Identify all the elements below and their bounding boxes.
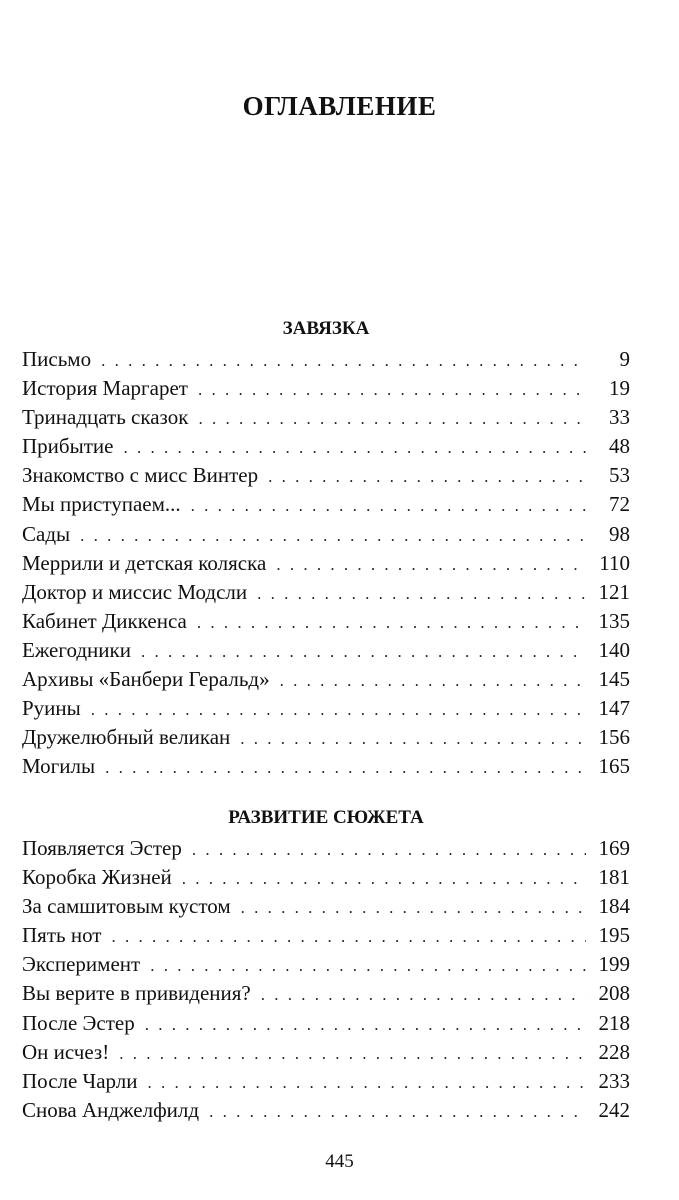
toc-entry-page: 199 [598,952,630,977]
leader-dots [80,521,586,550]
leader-dots [280,666,586,695]
toc-entry [22,345,630,374]
leader-dots [261,980,586,1009]
leader-dots [257,579,586,608]
toc-entry [22,694,630,723]
toc-entry-title: После Чарли [22,1068,138,1093]
toc-entry [22,1096,630,1125]
toc-entry [22,921,630,950]
leader-dots [119,1039,586,1068]
toc-entry-title: Могилы [22,754,96,779]
toc-entry-page: 169 [598,836,630,860]
toc-entry [22,374,630,403]
toc-entry [22,950,630,979]
toc-entry-page: 19 [609,376,630,401]
toc-entry-page: 156 [598,725,630,750]
toc-entry-title: Архивы «Банбери Геральд» [22,667,270,692]
toc-entry-title: Знакомство с мисс Винтер [22,463,259,488]
toc-entry [22,607,630,636]
toc-entry-title: Доктор и миссис Модсли [22,579,248,604]
toc-entry-page: 218 [598,1010,630,1035]
toc-entry-title: Сады [22,521,71,546]
toc-entry [22,1067,630,1096]
toc-entry [22,752,630,781]
leader-dots [123,433,586,462]
leader-dots [105,753,586,782]
page-title: ОГЛАВЛЕНИЕ [242,91,437,122]
toc-entry-page: 98 [609,521,630,546]
leader-dots [197,608,586,637]
toc-entry [22,723,630,752]
section-heading: РАЗВИТИЕ СЮЖЕТА [228,807,424,828]
leader-dots [198,404,586,433]
toc-entry [22,1009,630,1038]
leader-dots [268,462,586,491]
toc-list [22,834,630,1125]
leader-dots [91,695,586,724]
toc-entry-title: За самшитовым кустом [22,894,231,919]
leader-dots [150,951,586,980]
toc-entry-title: Дружелюбный великан [22,725,231,750]
toc-entry-page: 184 [598,894,630,919]
toc-entry-page: 242 [598,1097,630,1122]
toc-entry-page: 181 [598,865,630,890]
toc-entry-page: 147 [598,696,630,721]
toc-entry-title: Кабинет Диккенса [22,608,187,633]
toc-entry-page: 145 [598,667,630,692]
toc-entry [22,461,630,490]
toc-entry [22,636,630,665]
toc-entry-title: Письмо [22,347,92,371]
leader-dots [147,1068,586,1097]
section-razvitie-syuzheta [22,803,630,1125]
toc-entry-title: Тринадцать сказок [22,405,189,430]
toc-entry [22,520,630,549]
toc-entry-page: 233 [598,1068,630,1093]
section-heading: ЗАВЯЗКА [282,318,370,339]
toc-entry-page: 121 [598,579,630,604]
toc-entry-title: Снова Анджелфилд [22,1097,200,1122]
toc-entry-page: 110 [599,550,630,575]
toc-entry-title: Вы верите в привидения? [22,981,251,1006]
toc-entry-page: 9 [619,347,630,371]
leader-dots [192,835,586,864]
toc-entry-title: Пять нот [22,923,102,948]
toc-entry [22,834,630,863]
toc-entry-title: После Эстер [22,1010,135,1035]
toc-entry [22,892,630,921]
leader-dots [191,491,586,520]
leader-dots [111,922,586,951]
leader-dots [240,724,586,753]
leader-dots [141,637,586,666]
toc-entry-page: 208 [598,981,630,1006]
leader-dots [198,375,586,404]
toc-entry [22,403,630,432]
toc-entry-page: 33 [609,405,630,430]
toc-entry-page: 195 [598,923,630,948]
toc-entry-page: 135 [598,608,630,633]
toc-entry-title: Появляется Эстер [22,836,182,860]
page-number: 445 [325,1151,354,1172]
leader-dots [145,1010,586,1039]
toc-entry-title: Ежегодники [22,637,131,662]
toc-entry-page: 228 [598,1039,630,1064]
toc-entry-title: Меррили и детская коляска [22,550,267,575]
leader-dots [182,864,586,893]
toc-entry-page: 53 [609,463,630,488]
toc-entry-page: 165 [598,754,630,779]
toc-entry [22,665,630,694]
toc-entry [22,578,630,607]
toc-entry [22,863,630,892]
toc-entry-title: Руины [22,696,81,721]
toc-list [22,345,630,781]
toc-entry-title: Прибытие [22,434,114,459]
toc-entry [22,432,630,461]
toc-entry-title: Мы приступаем... [22,492,181,517]
toc-entry-title: Эксперимент [22,952,141,977]
toc-entry-page: 48 [609,434,630,459]
toc-entry [22,549,630,578]
toc-entry-title: История Маргарет [22,376,188,401]
section-zavyazka [22,314,630,781]
toc-entry-page: 72 [609,492,630,517]
leader-dots [209,1097,586,1126]
toc-entry [22,1038,630,1067]
toc-entry-page: 140 [598,637,630,662]
leader-dots [241,893,586,922]
toc-entry-title: Коробка Жизней [22,865,172,890]
toc-entry-title: Он исчез! [22,1039,110,1064]
toc-entry [22,979,630,1008]
toc-entry [22,490,630,519]
leader-dots [276,550,586,579]
leader-dots [101,346,586,375]
